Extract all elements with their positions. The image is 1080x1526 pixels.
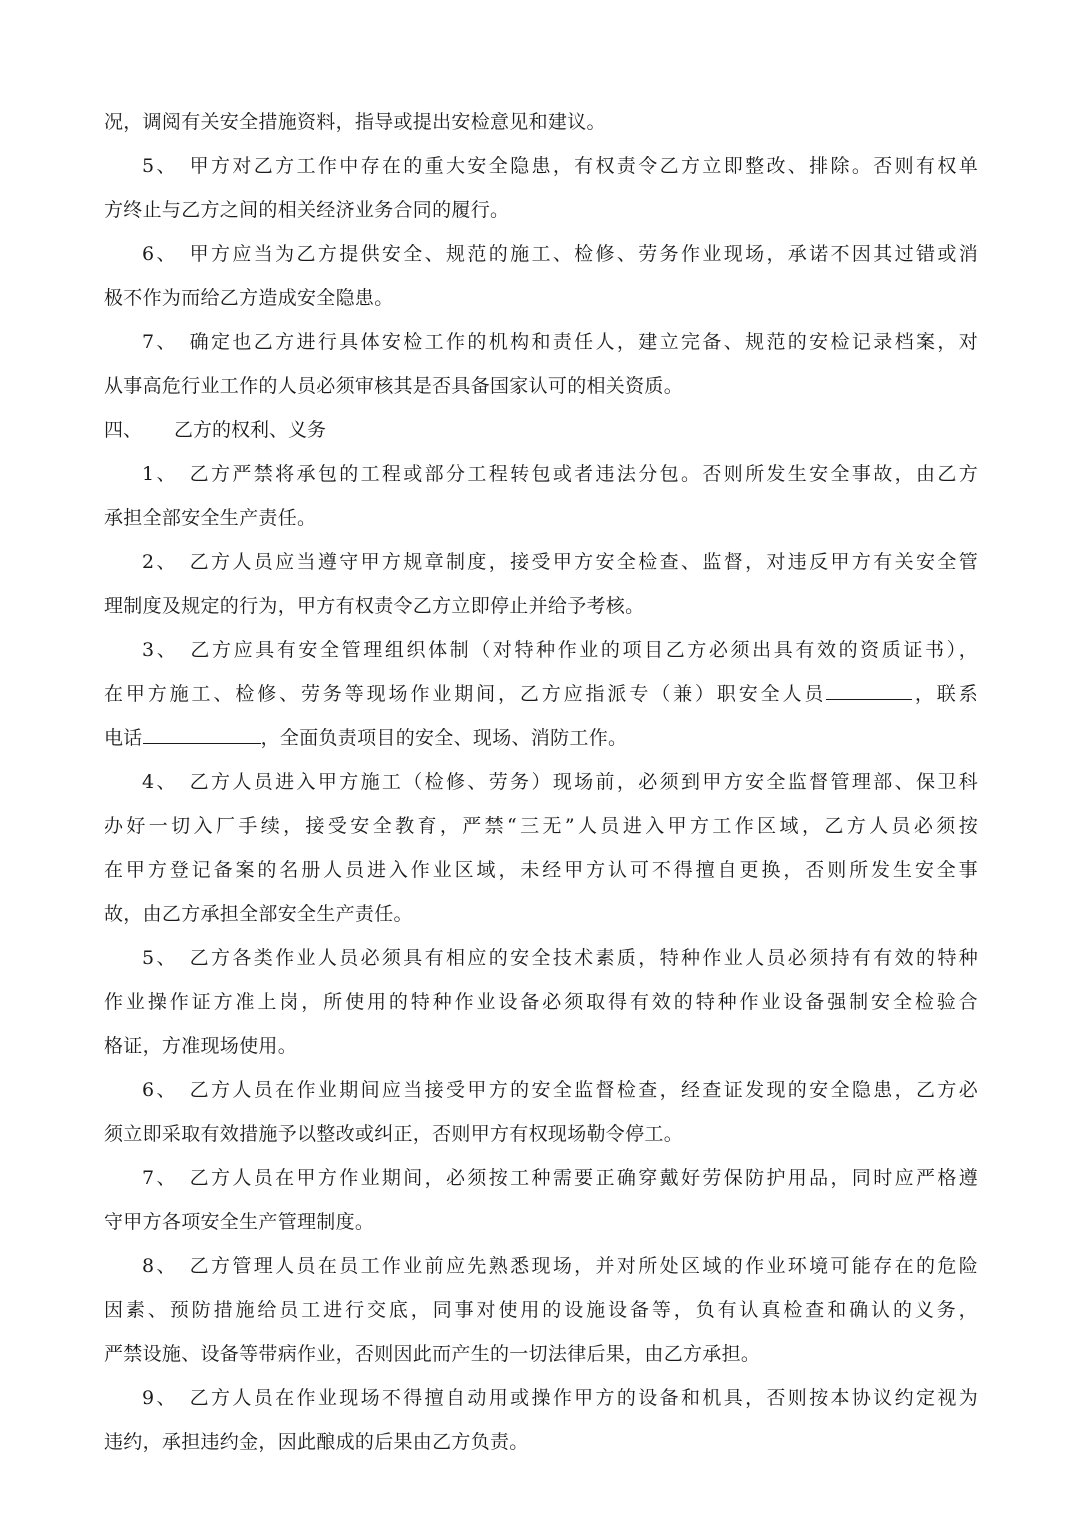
phone-blank: [143, 721, 261, 744]
clause-4-1-line-2: 承担全部安全生产责任。: [104, 507, 317, 529]
clause-3-7-line-2: 从事高危行业工作的人员必须审核其是否具备国家认可的相关资质。: [104, 375, 684, 397]
clause-4-3-line-2: [104, 672, 978, 716]
clause-4-3-text-d: ，全面负责项目的安全、现场、消防工作。: [260, 727, 628, 749]
paragraph-line: 况，调阅有关安全措施资料，指导或提出安检意见和建议。: [104, 111, 606, 133]
clause-4-5-line-1: 5、 乙方各类作业人员必须具有相应的安全技术素质，特种作业人员必须持有有效的特种: [142, 947, 978, 969]
clause-4-4-line-1: 4、 乙方人员进入甲方施工（检修、劳务）现场前，必须到甲方安全监督管理部、保卫科: [142, 771, 978, 793]
clause-3-5-line-1: 5、 甲方对乙方工作中存在的重大安全隐患，有权责令乙方立即整改、排除。否则有权单: [142, 155, 978, 177]
clause-3-5-line-2: 方终止与乙方之间的相关经济业务合同的履行。: [104, 199, 510, 221]
clause-4-7-line-1: 7、 乙方人员在甲方作业期间，必须按工种需要正确穿戴好劳保防护用品，同时应严格遵: [142, 1167, 978, 1189]
document-page: [104, 100, 978, 1464]
section-4-heading: [104, 408, 978, 452]
clause-4-2-line-2: 理制度及规定的行为，甲方有权责令乙方立即停止并给予考核。: [104, 595, 645, 617]
clause-4-2-line-1: 2、 乙方人员应当遵守甲方规章制度，接受甲方安全检查、监督，对违反甲方有关安全管: [142, 551, 978, 573]
clause-4-5-line-3: 格证，方准现场使用。: [104, 1035, 298, 1057]
clause-4-1-line-1: 1、 乙方严禁将承包的工程或部分工程转包或者违法分包。否则所发生安全事故，由乙方: [142, 463, 978, 485]
clause-4-7-line-2: 守甲方各项安全生产管理制度。: [104, 1211, 375, 1233]
clause-4-8-line-2: 因素、预防措施给员工进行交底，同事对使用的设施设备等，负有认真检查和确认的义务，: [104, 1299, 978, 1321]
clause-3-7-line-1: 7、 确定也乙方进行具体安检工作的机构和责任人，建立完备、规范的安检记录档案，对: [142, 331, 978, 353]
clause-4-4-line-2: 办好一切入厂手续，接受安全教育，严禁“三无”人员进入甲方工作区域，乙方人员必须按: [104, 815, 978, 837]
safety-person-blank: [826, 677, 912, 700]
clause-4-9-line-2: 违约，承担违约金，因此酿成的后果由乙方负责。: [104, 1431, 529, 1453]
clause-4-4-line-3: 在甲方登记备案的名册人员进入作业区域，未经甲方认可不得擅自更换，否则所发生安全事: [104, 859, 978, 881]
clause-4-9-line-1: 9、 乙方人员在作业现场不得擅自动用或操作甲方的设备和机具，否则按本协议约定视为: [142, 1387, 978, 1409]
section-4-number: 四、: [104, 419, 143, 441]
clause-4-3-text-a: 在甲方施工、检修、劳务等现场作业期间，乙方应指派专（兼）职安全人员: [104, 683, 827, 705]
section-4-title: 乙方的权利、义务: [174, 419, 327, 441]
clause-4-5-line-2: 作业操作证方准上岗，所使用的特种作业设备必须取得有效的特种作业设备强制安全检验合: [104, 991, 978, 1013]
clause-4-8-line-1: 8、 乙方管理人员在员工作业前应先熟悉现场，并对所处区域的作业环境可能存在的危险: [142, 1255, 978, 1277]
clause-3-6-line-1: 6、 甲方应当为乙方提供安全、规范的施工、检修、劳务作业现场，承诺不因其过错或消: [142, 243, 978, 265]
clause-4-8-line-3: 严禁设施、设备等带病作业，否则因此而产生的一切法律后果，由乙方承担。: [104, 1343, 761, 1365]
clause-4-3-line-1: 3、 乙方应具有安全管理组织体制（对特种作业的项目乙方必须出具有效的资质证书），: [142, 639, 978, 661]
clause-3-6-line-2: 极不作为而给乙方造成安全隐患。: [104, 287, 394, 309]
clause-4-6-line-1: 6、 乙方人员在作业期间应当接受甲方的安全监督检查，经查证发现的安全隐患，乙方必: [142, 1079, 978, 1101]
clause-4-3-text-c: 电话: [104, 727, 143, 749]
clause-4-3-text-b: ，联系: [912, 683, 978, 705]
clause-4-4-line-4: 故，由乙方承担全部安全生产责任。: [104, 903, 413, 925]
clause-4-6-line-2: 须立即采取有效措施予以整改或纠正，否则甲方有权现场勒令停工。: [104, 1123, 684, 1145]
clause-4-3-line-3: [104, 716, 978, 760]
